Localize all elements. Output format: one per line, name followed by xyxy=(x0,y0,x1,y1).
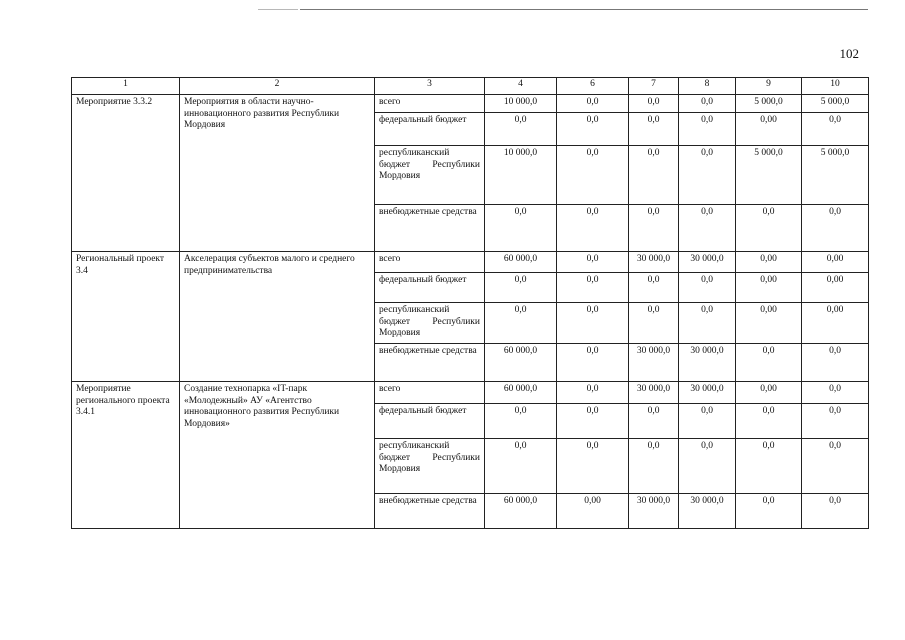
amount-cell: 0,0 xyxy=(629,404,679,439)
amount-cell: 0,0 xyxy=(679,404,736,439)
amount-cell: 5 000,0 xyxy=(802,146,869,205)
funding-source: республиканский бюджет Республики Мордовия xyxy=(375,439,485,494)
amount-cell: 10 000,0 xyxy=(485,146,557,205)
column-header: 4 xyxy=(485,78,557,95)
amount-cell: 0,0 xyxy=(802,404,869,439)
amount-cell: 0,0 xyxy=(629,146,679,205)
amount-cell: 30 000,0 xyxy=(679,382,736,404)
funding-source: федеральный бюджет xyxy=(375,404,485,439)
amount-cell: 0,0 xyxy=(629,113,679,146)
column-header: 2 xyxy=(180,78,375,95)
amount-cell: 30 000,0 xyxy=(679,494,736,529)
header-rule xyxy=(300,9,868,10)
table-row xyxy=(72,252,869,273)
amount-cell: 0,0 xyxy=(485,404,557,439)
budget-table xyxy=(71,77,869,529)
column-header: 6 xyxy=(557,78,629,95)
amount-cell: 0,0 xyxy=(557,95,629,113)
funding-source: республиканский бюджет Республики Мордовия xyxy=(375,303,485,344)
column-header: 1 xyxy=(72,78,180,95)
row-code: Региональный проект 3.4 xyxy=(72,252,180,382)
funding-source: всего xyxy=(375,252,485,273)
amount-cell: 30 000,0 xyxy=(679,252,736,273)
funding-source: всего xyxy=(375,95,485,113)
table-row xyxy=(72,95,869,113)
header-row xyxy=(72,78,869,95)
amount-cell: 0,0 xyxy=(736,494,802,529)
amount-cell: 0,0 xyxy=(802,382,869,404)
amount-cell: 60 000,0 xyxy=(485,252,557,273)
column-header: 8 xyxy=(679,78,736,95)
amount-cell: 30 000,0 xyxy=(679,344,736,382)
amount-cell: 0,0 xyxy=(485,205,557,252)
amount-cell: 0,0 xyxy=(679,113,736,146)
amount-cell: 0,0 xyxy=(485,273,557,303)
amount-cell: 0,0 xyxy=(629,273,679,303)
funding-source: внебюджетные средства xyxy=(375,344,485,382)
amount-cell: 0,00 xyxy=(557,494,629,529)
page-number: 102 xyxy=(839,46,859,61)
amount-cell: 0,0 xyxy=(736,344,802,382)
column-header: 10 xyxy=(802,78,869,95)
amount-cell: 0,00 xyxy=(802,252,869,273)
amount-cell: 0,0 xyxy=(802,205,869,252)
amount-cell: 0,0 xyxy=(629,303,679,344)
amount-cell: 0,0 xyxy=(679,273,736,303)
amount-cell: 30 000,0 xyxy=(629,344,679,382)
amount-cell: 0,0 xyxy=(679,303,736,344)
amount-cell: 0,00 xyxy=(736,303,802,344)
amount-cell: 5 000,0 xyxy=(736,95,802,113)
funding-source: республиканский бюджет Республики Мордовия xyxy=(375,146,485,205)
amount-cell: 0,0 xyxy=(679,205,736,252)
amount-cell: 0,0 xyxy=(557,146,629,205)
row-name: Мероприятия в области научно-инновационного развития Республики Мордовия xyxy=(180,95,375,252)
amount-cell: 0,0 xyxy=(557,252,629,273)
row-name: Акселерация субъектов малого и среднего предпринимательства xyxy=(180,252,375,382)
funding-source: всего xyxy=(375,382,485,404)
amount-cell: 0,0 xyxy=(679,95,736,113)
amount-cell: 60 000,0 xyxy=(485,382,557,404)
amount-cell: 0,0 xyxy=(736,439,802,494)
amount-cell: 60 000,0 xyxy=(485,344,557,382)
amount-cell: 30 000,0 xyxy=(629,382,679,404)
amount-cell: 0,0 xyxy=(629,205,679,252)
funding-source: федеральный бюджет xyxy=(375,273,485,303)
amount-cell: 0,0 xyxy=(802,344,869,382)
amount-cell: 0,0 xyxy=(557,344,629,382)
amount-cell: 0,0 xyxy=(557,205,629,252)
amount-cell: 5 000,0 xyxy=(736,146,802,205)
amount-cell: 0,0 xyxy=(485,439,557,494)
amount-cell: 0,0 xyxy=(485,113,557,146)
amount-cell: 60 000,0 xyxy=(485,494,557,529)
amount-cell: 30 000,0 xyxy=(629,252,679,273)
row-code: Мероприятие регионального проекта 3.4.1 xyxy=(72,382,180,529)
column-header: 9 xyxy=(736,78,802,95)
amount-cell: 0,0 xyxy=(629,439,679,494)
amount-cell: 0,0 xyxy=(802,439,869,494)
amount-cell: 0,00 xyxy=(736,382,802,404)
amount-cell: 5 000,0 xyxy=(802,95,869,113)
funding-source: внебюджетные средства xyxy=(375,494,485,529)
amount-cell: 0,0 xyxy=(736,205,802,252)
amount-cell: 10 000,0 xyxy=(485,95,557,113)
column-header: 3 xyxy=(375,78,485,95)
amount-cell: 0,00 xyxy=(736,252,802,273)
amount-cell: 0,0 xyxy=(557,382,629,404)
amount-cell: 0,0 xyxy=(629,95,679,113)
funding-source: внебюджетные средства xyxy=(375,205,485,252)
amount-cell: 0,0 xyxy=(802,113,869,146)
amount-cell: 0,0 xyxy=(679,146,736,205)
amount-cell: 30 000,0 xyxy=(629,494,679,529)
amount-cell: 0,00 xyxy=(736,273,802,303)
table-row xyxy=(72,382,869,404)
amount-cell: 0,0 xyxy=(557,113,629,146)
amount-cell: 0,0 xyxy=(557,404,629,439)
row-name: Создание технопарка «IT-парк «Молодежный» АУ «Агентство инновационного развития Республики Мордовия» xyxy=(180,382,375,529)
amount-cell: 0,0 xyxy=(485,303,557,344)
amount-cell: 0,0 xyxy=(736,404,802,439)
header-rule-faint xyxy=(258,9,298,10)
amount-cell: 0,00 xyxy=(802,303,869,344)
amount-cell: 0,0 xyxy=(679,439,736,494)
amount-cell: 0,00 xyxy=(736,113,802,146)
amount-cell: 0,0 xyxy=(802,494,869,529)
amount-cell: 0,0 xyxy=(557,439,629,494)
amount-cell: 0,0 xyxy=(557,273,629,303)
amount-cell: 0,00 xyxy=(802,273,869,303)
table-body xyxy=(72,95,869,529)
row-code: Мероприятие 3.3.2 xyxy=(72,95,180,252)
funding-source: федеральный бюджет xyxy=(375,113,485,146)
amount-cell: 0,0 xyxy=(557,303,629,344)
column-header: 7 xyxy=(629,78,679,95)
